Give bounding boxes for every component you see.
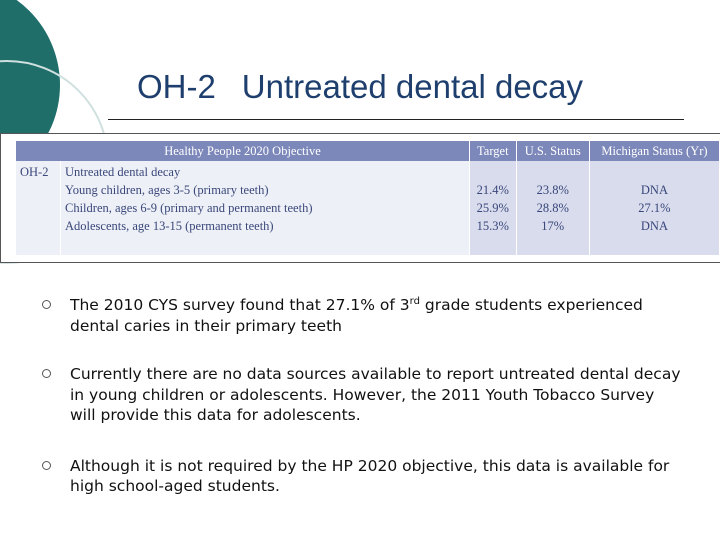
circle-bullet-icon: [42, 369, 51, 378]
michigan-status-value: 27.1%: [638, 201, 671, 215]
michigan-status-value: DNA: [640, 219, 668, 233]
bullet-item: [42, 456, 682, 497]
title-code: OH-2: [136, 68, 216, 105]
bullet-item: [42, 295, 682, 336]
us-status-value: 23.8%: [536, 183, 569, 197]
target-value: 25.9%: [476, 201, 509, 215]
michigan-status-cell: [589, 161, 719, 255]
description-line: Young children, ages 3-5 (primary teeth): [65, 183, 269, 197]
target-value: 21.4%: [476, 183, 509, 197]
spacer: [521, 163, 585, 181]
bullet-list: [42, 295, 682, 497]
description-line: Children, ages 6-9 (primary and permanent teeth): [65, 201, 313, 215]
description-line: Adolescents, age 13-15 (permanent teeth): [65, 219, 274, 233]
bullet-item: [42, 364, 682, 426]
slide-title: [0, 68, 720, 106]
us-status-value: 17%: [541, 219, 565, 233]
spacer: [65, 235, 465, 253]
circle-bullet-icon: [42, 300, 51, 309]
objective-code-cell: [16, 161, 61, 255]
bullet-text: [70, 296, 643, 335]
bullet-text: Although it is not required by the HP 2020 objective, this data is available for high school-aged students.: [70, 456, 670, 495]
target-cell: [470, 161, 517, 255]
ordinal-superscript: rd: [409, 295, 420, 307]
header-objective: Healthy People 2020 Objective: [16, 141, 470, 161]
table-row: [16, 161, 720, 255]
title-text: Untreated dental decay: [241, 68, 584, 105]
header-us-status: U.S. Status: [516, 141, 589, 161]
us-status-cell: [516, 161, 589, 255]
objective-table: [16, 141, 720, 255]
header-michigan-status: Michigan Status (Yr): [589, 141, 719, 161]
bullet-text-part: The 2010 CYS survey found that 27.1% of 3: [70, 296, 410, 314]
target-value: 15.3%: [476, 219, 509, 233]
us-status-value: 28.8%: [536, 201, 569, 215]
circle-bullet-icon: [42, 461, 51, 470]
table-header-row: [16, 141, 720, 161]
spacer: [594, 163, 715, 181]
michigan-status-value: DNA: [640, 183, 668, 197]
objective-code: OH-2: [20, 165, 49, 179]
header-target: Target: [470, 141, 517, 161]
bullet-text: Currently there are no data sources available to report untreated dental decay in young children or adolescents. However, the 2011 Youth Tobacco Survey will provide this data for adolescents.: [70, 365, 681, 424]
spacer: [474, 163, 512, 181]
objective-description-cell: [61, 161, 470, 255]
title-underline: [108, 119, 684, 120]
bullet-text-part: grade students experienced dental caries in their primary teeth: [70, 296, 643, 335]
description-line: Untreated dental decay: [65, 165, 181, 179]
